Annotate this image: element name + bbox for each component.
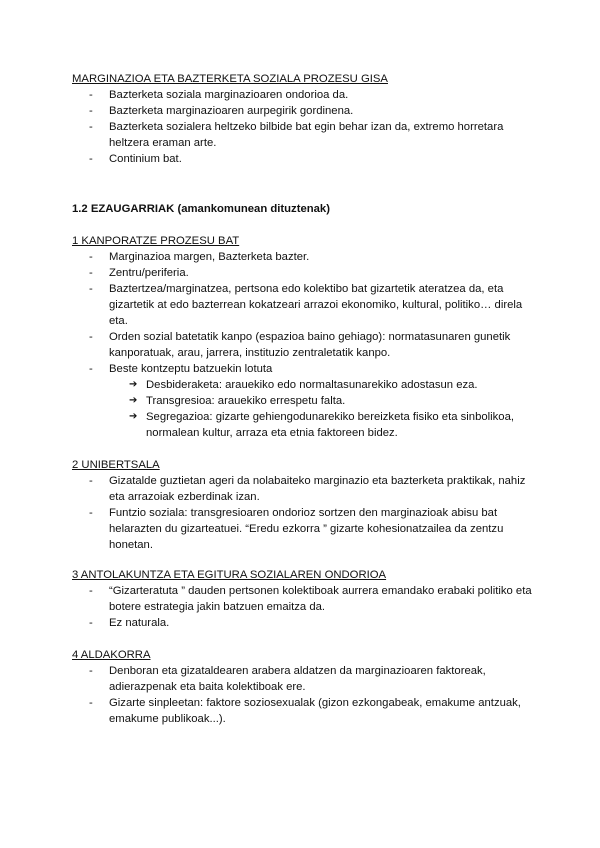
section-3-list <box>72 583 542 631</box>
list-item: - Marginazioa margen, Bazterketa bazter. <box>72 249 542 265</box>
list-item: - Bazterketa sozialera heltzeko bilbide bat egin behar izan da, extremo horretara heltzera eraman arte. <box>72 119 542 151</box>
list-item: - Denboran eta gizataldearen arabera aldatzen da marginazioaren faktoreak, adierazpenak eta baita kolektiboak ere. <box>72 663 542 695</box>
list-item: - Zentru/periferia. <box>72 265 542 281</box>
list-item: - Bazterketa marginazioaren aurpegirik gordinena. <box>72 103 542 119</box>
sub-list-item: ➔ Desbideraketa: arauekiko edo normaltasunarekiko adostasun eza. <box>72 377 542 393</box>
section-4-list <box>72 663 542 727</box>
list-item: - Bazterketa soziala marginazioaren ondorioa da. <box>72 87 542 103</box>
list-item: - “Gizarteratuta ” dauden pertsonen kolektiboak aurrera emandako erabaki politiko eta botere estrategia jakin batzuen emaitza da. <box>72 583 542 615</box>
list-item: - Funtzio soziala: transgresioaren ondorioz sortzen den marginazioak abisu bat helarazten du gizarteatuei. “Eredu ezkorra ” gizarte kohesionatzailea da zentzu honetan. <box>72 505 542 553</box>
list-item: - Continium bat. <box>72 151 542 167</box>
section-1-list <box>72 249 542 441</box>
list-item: - Baztertzea/marginatzea, pertsona edo kolektibo bat gizartetik ateratzea da, eta gizartetik at edo bazterrean kokatzeari arrazoi ekonomiko, kultural, politiko… direla eta. <box>72 281 542 329</box>
list-item: - Ez naturala. <box>72 615 542 631</box>
section-1 <box>72 233 542 441</box>
section-2 <box>72 457 542 553</box>
list-item: - Beste kontzeptu batzuekin lotuta <box>72 361 542 377</box>
sub-list-item: ➔ Segregazioa: gizarte gehiengodunarekiko bereizketa fisiko eta sinbolikoa, normalean kultur, arraza eta etnia faktoreen bidez. <box>72 409 542 441</box>
sub-list-item: ➔ Transgresioa: arauekiko errespetu falta. <box>72 393 542 409</box>
section-3-title: 3 ANTOLAKUNTZA ETA EGITURA SOZIALAREN ONDORIOA <box>72 569 387 581</box>
intro-list <box>72 87 542 167</box>
intro-title: MARGINAZIOA ETA BAZTERKETA SOZIALA PROZESU GISA <box>72 73 388 85</box>
list-item: - Gizarte sinpleetan: faktore soziosexualak (gizon ezkongabeak, emakume antzuak, emakume publikoak...). <box>72 695 542 727</box>
section-heading: 1.2 EZAUGARRIAK (amankomunean dituztenak) <box>72 203 330 215</box>
section-2-title: 2 UNIBERTSALA <box>72 459 160 471</box>
list-item: - Gizatalde guztietan ageri da nolabaiteko marginazio eta bazterketa praktikak, nahiz eta arrazoiak ezberdinak izan. <box>72 473 542 505</box>
intro-section <box>72 71 542 167</box>
section-2-list <box>72 473 542 553</box>
section-4-title: 4 ALDAKORRA <box>72 649 151 661</box>
section-3 <box>72 567 542 631</box>
section-1-title: 1 KANPORATZE PROZESU BAT <box>72 235 240 247</box>
list-item: - Orden sozial batetatik kanpo (espazioa baino gehiago): normatasunaren gunetik kanporatuak, arau, jarrera, instituzio zentraletatik kanpo. <box>72 329 542 361</box>
section-4 <box>72 647 542 727</box>
